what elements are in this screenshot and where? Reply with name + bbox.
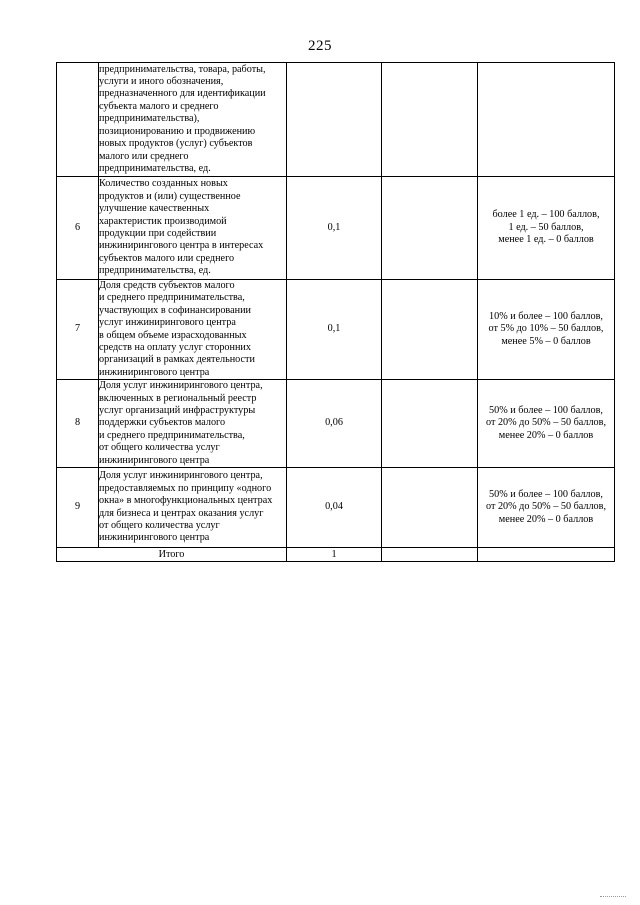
text-line: в общем объеме израсходованных — [99, 329, 247, 341]
text-line: новых продуктов (услуг) субъектов — [99, 138, 253, 150]
row-number — [57, 63, 99, 177]
text-line: услуг организаций инфраструктуры — [99, 405, 256, 417]
text-line: услуги и иного обозначения, — [99, 76, 224, 88]
text-line: предоставляемых по принципу «одного — [99, 482, 272, 494]
text-line: улучшение качественных — [99, 203, 210, 215]
text-line: Доля услуг инжинирингового центра, — [99, 470, 263, 482]
empty-cell — [382, 468, 478, 548]
row-number: 8 — [57, 380, 99, 468]
indicator-name — [99, 63, 287, 177]
text-line: для бизнеса и центрах оказания услуг — [99, 507, 264, 519]
criteria-line: 50% и более – 100 баллов, — [489, 405, 603, 417]
table-row — [57, 280, 615, 380]
indicator-name — [99, 177, 287, 280]
row-number: 9 — [57, 468, 99, 548]
text-line: продуктов и (или) существенное — [99, 190, 241, 202]
scan-artifact — [600, 896, 626, 897]
text-line: предпринимательства), — [99, 113, 200, 125]
text-line: инжинирингового центра — [99, 366, 210, 378]
criteria-line: 1 ед. – 50 баллов, — [508, 221, 584, 233]
table-row — [57, 177, 615, 280]
text-line: Доля услуг инжинирингового центра, — [99, 380, 263, 392]
criteria-line: 10% и более – 100 баллов, — [489, 311, 603, 323]
text-line: продукции при содействии — [99, 228, 217, 239]
text-line: Доля средств субъектов малого — [99, 280, 235, 291]
text-line: характеристик производимой — [99, 215, 227, 227]
criteria-line: менее 20% – 0 баллов — [498, 513, 594, 525]
empty-cell — [478, 548, 615, 562]
text-line: предназначенного для идентификации — [99, 88, 266, 100]
text-line: включенных в региональный реестр — [99, 392, 257, 404]
text-line: инжинирингового центра в интересах — [99, 240, 264, 252]
text-line: поддержки субъектов малого — [99, 417, 226, 429]
criteria-cell — [478, 280, 615, 380]
text-line: субъекта малого и среднего — [99, 100, 219, 112]
weight-cell: 0,04 — [287, 468, 382, 548]
criteria-table — [56, 62, 615, 562]
text-line: предпринимательства, товара, работы, — [99, 63, 266, 75]
text-line: от общего количества услуг — [99, 442, 220, 454]
table-row — [57, 63, 615, 177]
empty-cell — [382, 548, 478, 562]
text-line: от общего количества услуг — [99, 520, 220, 531]
text-line: и среднего предпринимательства, — [99, 429, 245, 441]
criteria-line: менее 1 ед. – 0 баллов — [498, 234, 594, 246]
criteria-line: менее 20% – 0 баллов — [498, 429, 594, 441]
text-line: позиционированию и продвижению — [99, 125, 256, 137]
text-line: малого или среднего — [99, 150, 189, 162]
total-row — [57, 548, 615, 562]
text-line: предпринимательства, ед. — [99, 265, 211, 277]
criteria-cell — [478, 468, 615, 548]
row-number: 6 — [57, 177, 99, 280]
text-line: окна» в многофункциональных центрах — [99, 495, 273, 507]
empty-cell — [382, 280, 478, 380]
criteria-line: менее 5% – 0 баллов — [501, 335, 591, 347]
weight-cell: 0,06 — [287, 380, 382, 468]
total-weight: 1 — [287, 548, 382, 562]
criteria-cell — [478, 63, 615, 177]
indicator-name — [99, 280, 287, 380]
criteria-line: от 20% до 50% – 50 баллов, — [485, 417, 606, 429]
row-number: 7 — [57, 280, 99, 380]
indicator-name — [99, 468, 287, 548]
text-line: участвующих в софинансировании — [99, 304, 251, 316]
criteria-cell — [478, 177, 615, 280]
table-row — [57, 468, 615, 548]
criteria-cell — [478, 380, 615, 468]
criteria-line: от 20% до 50% – 50 баллов, — [485, 501, 606, 513]
criteria-line: более 1 ед. – 100 баллов, — [492, 209, 600, 221]
page-number: 225 — [308, 38, 332, 54]
weight-cell: 0,1 — [287, 177, 382, 280]
text-line: средств на оплату услуг сторонних — [99, 342, 251, 354]
empty-cell — [382, 380, 478, 468]
text-line: Количество созданных новых — [99, 178, 228, 190]
text-line: инжинирингового центра — [99, 454, 210, 466]
empty-cell — [382, 63, 478, 177]
empty-cell — [382, 177, 478, 280]
indicator-name — [99, 380, 287, 468]
text-line: предпринимательства, ед. — [99, 162, 211, 174]
weight-cell: 0,1 — [287, 280, 382, 380]
criteria-line: 50% и более – 100 баллов, — [489, 488, 603, 500]
text-line: субъектов малого или среднего — [99, 252, 235, 264]
weight-cell — [287, 63, 382, 177]
total-label: Итого — [57, 548, 287, 562]
text-line: организаций в рамках деятельности — [99, 354, 255, 366]
criteria-line: от 5% до 10% – 50 баллов, — [488, 323, 604, 335]
text-line: услуг инжинирингового центра — [99, 317, 236, 329]
table-row — [57, 380, 615, 468]
text-line: инжинирингового центра — [99, 532, 210, 544]
text-line: и среднего предпринимательства, — [99, 292, 245, 304]
